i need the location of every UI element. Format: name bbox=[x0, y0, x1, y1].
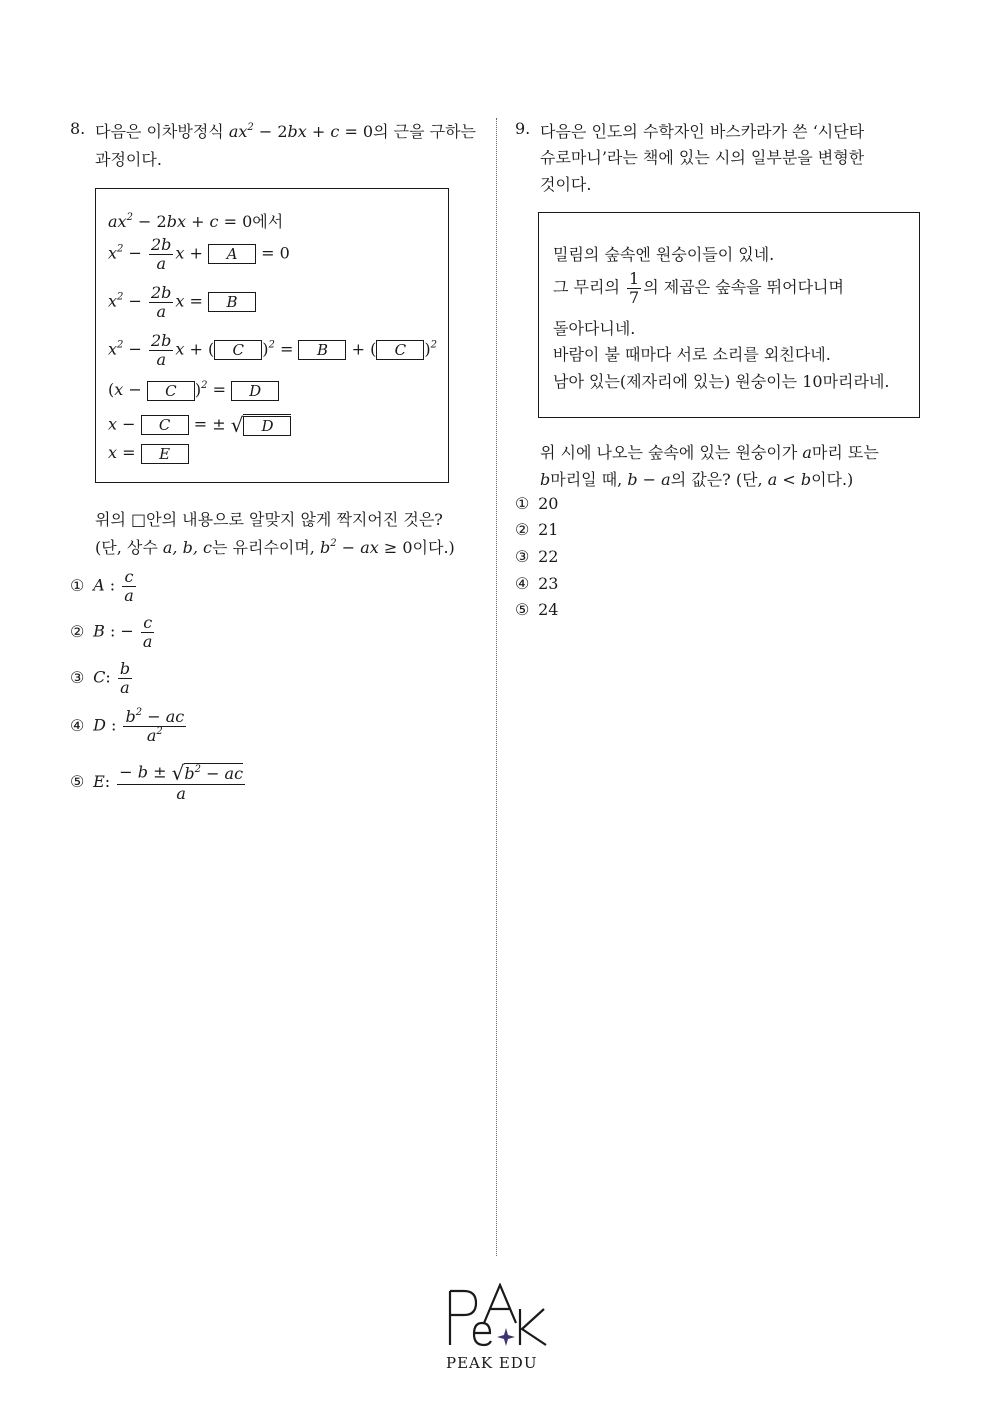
blank-box-a: A bbox=[208, 244, 256, 264]
q9-stem-line2: 슈로마니’라는 책에 있는 시의 일부분을 변형한 bbox=[540, 148, 865, 167]
blank-box-c: C bbox=[141, 415, 189, 435]
q9-poem-line2: 그 무리의 $\frac{1}{7}$ 의 제곱은 숲속을 뛰어다니며 bbox=[553, 269, 844, 307]
blank-box-d: D bbox=[243, 416, 291, 436]
q9-poem-line3: 돌아다니네. bbox=[553, 319, 636, 338]
q9-poem-line5: 남아 있는(제자리에 있는) 원숭이는 10마리라네. bbox=[553, 372, 890, 391]
q8-box-line4: $x^2$ − $\frac{2b}{a}$ x + ( C )$^2$ = B + ( C )$^2$ bbox=[108, 331, 437, 369]
q9-question-line1: 위 시에 나오는 숲속에 있는 원숭이가 a마리 또는 bbox=[540, 443, 879, 462]
q9-choice-2[interactable]: ② 21 bbox=[515, 520, 559, 539]
blank-box-b: B bbox=[298, 340, 346, 360]
blank-box-d: D bbox=[231, 381, 279, 401]
q8-box-line6: x − C = ± √ D bbox=[108, 413, 291, 437]
q9-stem-line3: 것이다. bbox=[540, 175, 592, 194]
q9-choice-5[interactable]: ⑤ 24 bbox=[515, 600, 559, 619]
blank-box-c: C bbox=[214, 340, 262, 360]
q8-choice-2[interactable]: ② B : − $\frac{c}{a}$ bbox=[70, 613, 153, 651]
q8-choice-3[interactable]: ③ C: $\frac{b}{a}$ bbox=[70, 659, 131, 697]
q8-box-line3: $x^2$ − $\frac{2b}{a}$ x = B bbox=[108, 284, 256, 320]
q8-choice-5[interactable]: ⑤ E: $\frac{- b \pm √b^2 - ac}{a}$ bbox=[70, 761, 244, 803]
q8-box-line5: (x − C )$^2$ = D bbox=[108, 380, 279, 401]
q8-box-line2: $x^2$ − $\frac{2b}{a}$ x + A = 0 bbox=[108, 235, 290, 273]
q8-choice-1[interactable]: ① A : $\frac{c}{a}$ bbox=[70, 567, 134, 605]
q9-choice-3[interactable]: ③ 22 bbox=[515, 547, 559, 566]
q8-box-line1: $ax^2 - 2bx + c = 0$에서 bbox=[108, 212, 284, 231]
logo-text: PEAK EDU bbox=[446, 1354, 538, 1372]
q9-choice-4[interactable]: ④ 23 bbox=[515, 574, 559, 593]
q9-poem-line4: 바람이 불 때마다 서로 소리를 외친다네. bbox=[553, 345, 831, 364]
q9-poem-line1: 밀림의 숲속엔 원숭이들이 있네. bbox=[553, 245, 775, 264]
blank-box-c: C bbox=[147, 381, 195, 401]
q8-choice-4[interactable]: ④ D : $\frac{b^2 - ac}{a^2}$ bbox=[70, 707, 185, 745]
q8-question-line2: (단, 상수 a, b, c는 유리수이며, $b^2$ − ax ≥ 0이다.) bbox=[95, 538, 455, 557]
q8-number: 8. bbox=[70, 119, 86, 138]
q8-stem-line2: 과정이다. bbox=[95, 150, 162, 169]
q9-number: 9. bbox=[515, 119, 531, 138]
q8-box-line7: x = E bbox=[108, 443, 189, 464]
q8-question-line1: 위의 □안의 내용으로 알맞지 않게 짝지어진 것은? bbox=[95, 510, 443, 529]
blank-box-c: C bbox=[376, 340, 424, 360]
q8-equation: $ax^2 - 2bx + c = 0$ bbox=[228, 122, 374, 141]
blank-box-e: E bbox=[141, 444, 189, 464]
q9-question-line2: b마리일 때, b − a의 값은? (단, a < b이다.) bbox=[540, 470, 854, 489]
column-divider bbox=[496, 118, 497, 1256]
q9-choice-1[interactable]: ① 20 bbox=[515, 494, 559, 513]
q9-stem-line1: 다음은 인도의 수학자인 바스카라가 쓴 ‘시단타 bbox=[540, 122, 865, 141]
blank-box-b: B bbox=[208, 292, 256, 312]
star-icon bbox=[497, 1328, 515, 1346]
q8-stem-line1: 다음은 이차방정식 $ax^2 - 2bx + c = 0$의 근을 구하는 bbox=[95, 122, 477, 141]
